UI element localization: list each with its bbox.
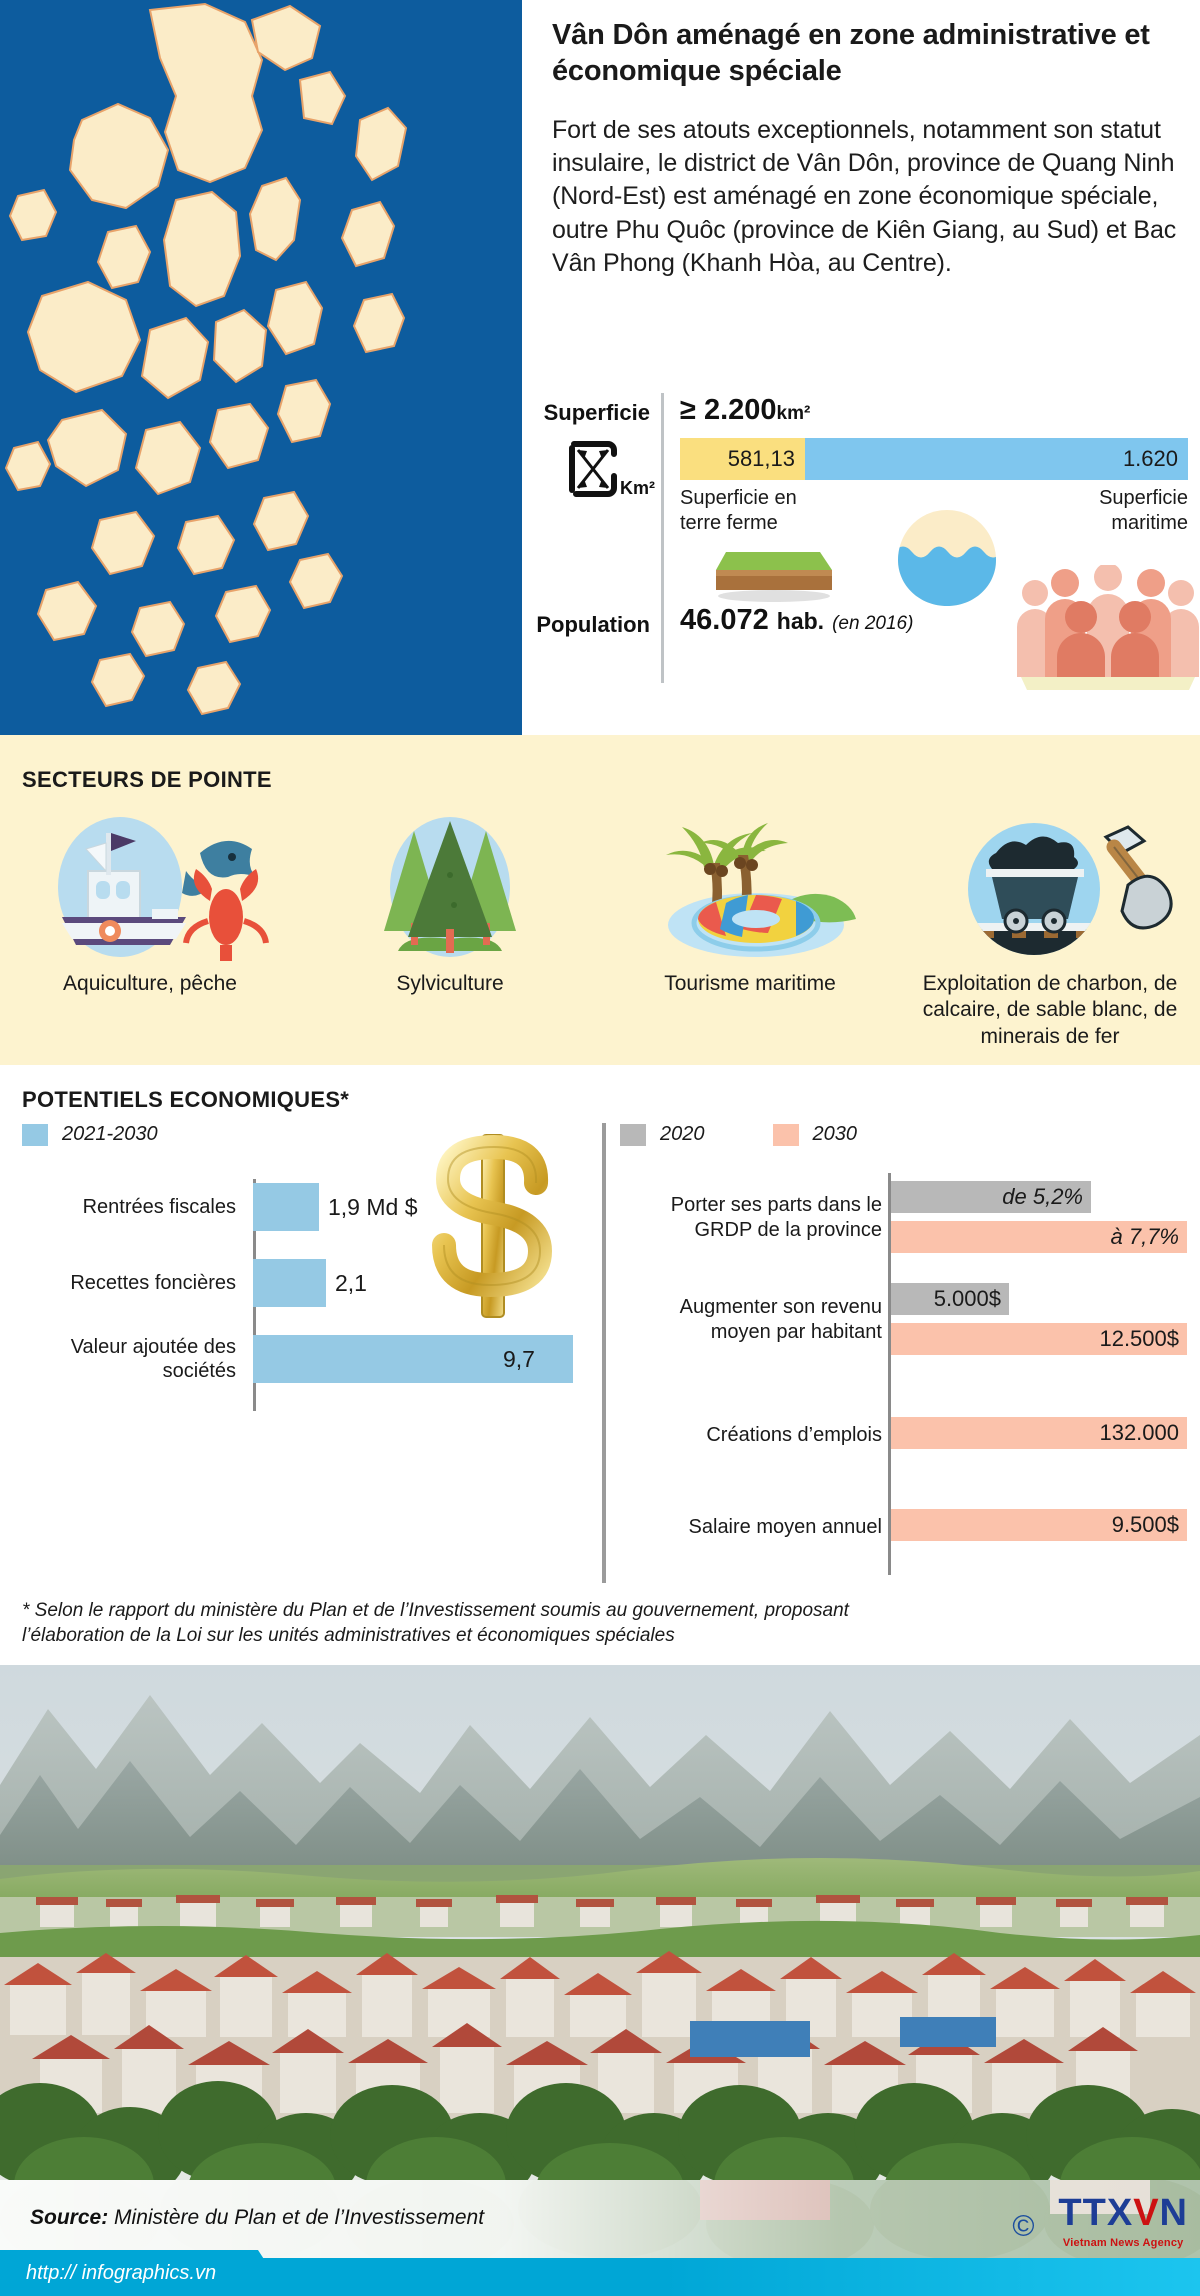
key-stats-block — [528, 390, 1200, 710]
sector-label: Exploitation de charbon, de calcaire, de sable blanc, de minerais de fer — [922, 972, 1178, 1048]
right-chart-category: Salaire moyen annuel — [688, 1516, 882, 1538]
fishing-boat-icon — [0, 813, 300, 963]
left-chart-value: 1,9 Md $ — [328, 1193, 418, 1220]
right-chart-group — [612, 1181, 1200, 1267]
left-chart-value: 2,1 — [335, 1269, 367, 1296]
area-land-segment: 581,13 — [680, 438, 805, 480]
area-total-number: ≥ 2.200 — [680, 394, 777, 426]
area-icon-unit: Km² — [620, 478, 655, 498]
left-chart-value: 9,7 — [503, 1345, 535, 1372]
sectors-section — [0, 735, 1200, 1065]
sector-label: Sylviculture — [396, 972, 504, 995]
pine-forest-icon — [300, 813, 600, 963]
right-chart-category: Porter ses parts dans le GRDP de la province — [670, 1194, 882, 1242]
economic-divider — [602, 1123, 606, 1583]
van-don-island-map — [0, 0, 522, 735]
left-chart-category: Recettes foncières — [70, 1272, 236, 1294]
population-people-icon — [1013, 565, 1200, 690]
sector-item-aquaculture — [0, 813, 300, 1050]
dollar-sign-icon — [420, 1131, 570, 1321]
left-bar-chart — [0, 1123, 600, 1583]
area-km2-icon — [566, 438, 624, 500]
area-label: Superficie — [543, 400, 650, 425]
land-terrain-icon — [710, 548, 840, 602]
right-chart-bar-2030: à 7,7% — [891, 1221, 1187, 1253]
population-unit: hab. — [776, 608, 825, 634]
legend-swatch-2020 — [620, 1124, 646, 1146]
economic-title: POTENTIELS ECONOMIQUES* — [22, 1087, 350, 1112]
right-chart-bar-2030: 132.000 — [891, 1417, 1187, 1449]
right-chart-group — [612, 1385, 1200, 1471]
sector-label: Tourisme maritime — [664, 972, 836, 995]
map-panel — [0, 0, 522, 735]
left-chart-bar — [253, 1259, 326, 1307]
ttxvn-wordmark: TTXVN — [1058, 2192, 1188, 2234]
sector-item-forestry — [300, 813, 600, 1050]
right-chart-bar-2030: 12.500$ — [891, 1323, 1187, 1355]
area-total-value — [680, 394, 810, 427]
right-chart-group — [612, 1481, 1200, 1567]
legend-label-2030: 2030 — [812, 1123, 857, 1145]
source-label: Source: — [30, 2206, 109, 2229]
source-line — [30, 2206, 484, 2230]
coal-cart-icon — [900, 813, 1200, 963]
left-chart-bar — [253, 1183, 319, 1231]
area-total-unit: km² — [776, 403, 811, 424]
legend-label-2020: 2020 — [660, 1123, 705, 1145]
population-value — [680, 604, 913, 637]
area-split-bar — [680, 438, 1188, 480]
sectors-row — [0, 813, 1200, 1050]
ttxvn-logo — [1012, 2192, 1188, 2249]
right-chart-group — [612, 1283, 1200, 1369]
economic-footnote: * Selon le rapport du ministère du Plan et de l’Investissement soumis au gouvernement, proposant l’élaboration de la Loi sur les unités administratives et économiques spéciales — [22, 1600, 849, 1647]
legend-swatch-2021-2030 — [22, 1124, 48, 1146]
population-number: 46.072 — [680, 604, 769, 636]
right-chart-category: Augmenter son revenu moyen par habitant — [679, 1296, 882, 1344]
header-text-block — [552, 18, 1182, 280]
header-section — [0, 0, 1200, 735]
area-sea-caption: Superficie maritime — [1099, 487, 1188, 535]
copyright-icon: © — [1012, 2210, 1035, 2243]
area-land-caption: Superficie en terre ferme — [680, 487, 797, 535]
legend-swatch-2030 — [773, 1124, 799, 1146]
sea-water-icon — [894, 508, 1000, 608]
right-chart-bar-2020: de 5,2% — [891, 1181, 1091, 1213]
left-chart-category: Rentrées fiscales — [82, 1196, 236, 1218]
sectors-title: SECTEURS DE POINTE — [22, 767, 272, 792]
stats-divider — [661, 393, 664, 683]
right-chart-legend — [620, 1123, 857, 1146]
ttxvn-vn-accent: V — [1133, 2192, 1160, 2234]
intro-paragraph: Fort de ses atouts exceptionnels, notamment son statut insulaire, le district de Vân Dôn, province de Quang Ninh (Nord-Est) est aménagé en zone économique spéciale, outre Phu Quôc (province de Kiên Giang, au Sud) et Bac Vân Phong (Khanh Hòa, au Centre). — [552, 115, 1177, 277]
sector-item-mining — [900, 813, 1200, 1050]
area-sea-segment: 1.620 — [805, 438, 1188, 480]
right-bar-chart — [612, 1123, 1200, 1583]
website-url[interactable]: http:// infographics.vn — [26, 2262, 217, 2284]
legend-label-2021-2030: 2021-2030 — [62, 1123, 158, 1145]
right-chart-bar-2020: 5.000$ — [891, 1283, 1009, 1315]
right-chart-bar-2030: 9.500$ — [891, 1509, 1187, 1541]
left-chart-category: Valeur ajoutée des sociétés — [70, 1336, 236, 1382]
page-title: Vân Dôn aménagé en zone administrative et économique spéciale — [552, 19, 1150, 87]
economic-section — [0, 1065, 1200, 1595]
beach-island-icon — [600, 813, 900, 963]
ttxvn-tagline: Vietnam News Agency — [1062, 2237, 1184, 2249]
left-chart-legend — [22, 1123, 158, 1146]
halong-bay-photo — [0, 1665, 1200, 2230]
footer-section — [0, 2180, 1200, 2296]
population-label: Population — [536, 612, 650, 637]
right-chart-category: Créations d’emplois — [706, 1424, 882, 1446]
left-chart-row — [0, 1335, 600, 1383]
population-year: (en 2016) — [832, 613, 914, 634]
sector-item-tourism — [600, 813, 900, 1050]
sector-label: Aquiculture, pêche — [63, 972, 237, 995]
source-value: Ministère du Plan et de l’Investissement — [114, 2206, 485, 2229]
